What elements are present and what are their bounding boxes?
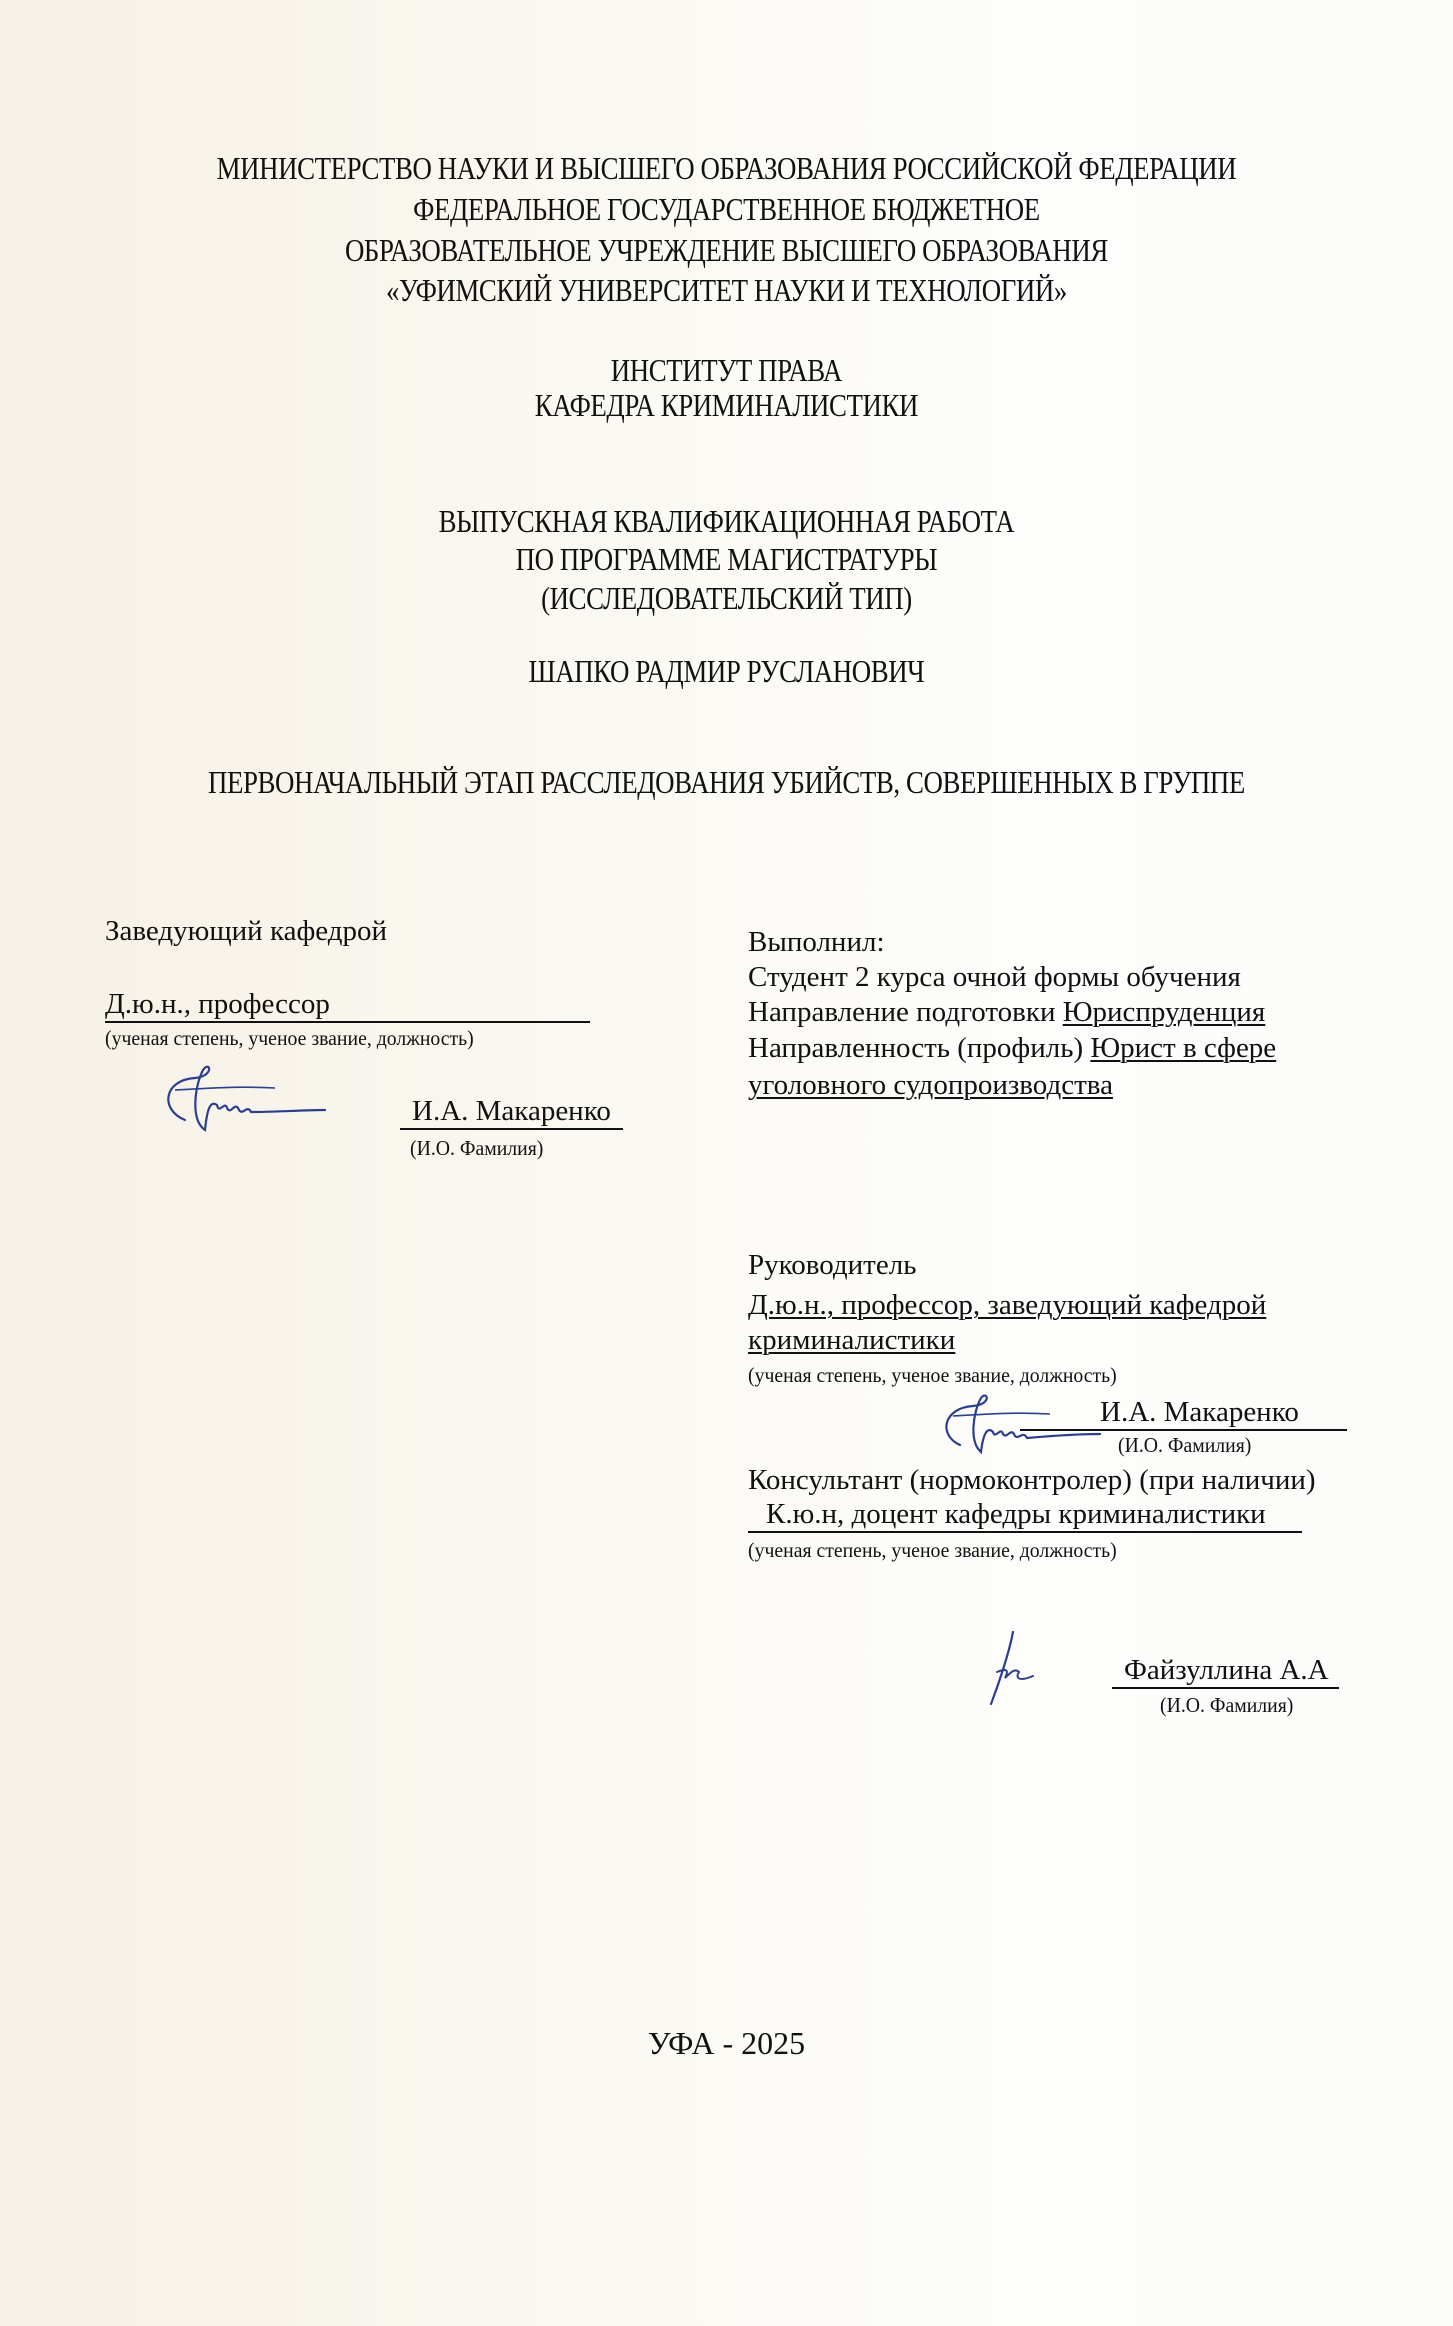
university-name: «УФИМСКИЙ УНИВЕРСИТЕТ НАУКИ И ТЕХНОЛОГИЙ» — [385, 272, 1067, 308]
profile-label: Направленность (профиль) — [748, 1032, 1084, 1064]
institution-line-1: ФЕДЕРАЛЬНОЕ ГОСУДАРСТВЕННОЕ БЮДЖЕТНОЕ — [413, 191, 1040, 227]
profile-line-2 — [748, 1068, 1113, 1102]
consultant-name-line — [1112, 1653, 1339, 1689]
supervisor-name-caption: (И.О. Фамилия) — [1118, 1433, 1252, 1457]
ministry-name: МИНИСТЕРСТВО НАУКИ И ВЫСШЕГО ОБРАЗОВАНИЯ РОССИЙСКОЙ ФЕДЕРАЦИИ — [216, 150, 1237, 186]
supervisor-degree-line-1 — [748, 1288, 1266, 1322]
thesis-title: ПЕРВОНАЧАЛЬНЫЙ ЭТАП РАССЛЕДОВАНИЯ УБИЙСТВ, СОВЕРШЕННЫХ В ГРУППЕ — [207, 764, 1245, 800]
city-year: УФА - 2025 — [647, 2025, 806, 2061]
direction-label: Направление подготовки — [748, 996, 1056, 1028]
supervisor-name-line — [1020, 1395, 1347, 1431]
head-of-department-label: Заведующий кафедрой — [105, 915, 388, 947]
consultant-label: Консультант (нормоконтролер) (при наличии) — [748, 1464, 1316, 1496]
head-of-department-degree-caption: (ученая степень, ученое звание, должность) — [105, 1026, 474, 1050]
work-type-line-1: ВЫПУСКНАЯ КВАЛИФИКАЦИОННАЯ РАБОТА — [438, 503, 1015, 539]
consultant-degree: К.ю.н, доцент кафедры криминалистики — [748, 1497, 1302, 1533]
supervisor-degree-line-2 — [748, 1323, 955, 1357]
head-of-department-name-caption: (И.О. Фамилия) — [410, 1136, 544, 1160]
head-of-department-name-line — [400, 1094, 623, 1130]
head-of-department-signature — [155, 1060, 335, 1140]
supervisor-label: Руководитель — [748, 1249, 917, 1281]
consultant-signature — [985, 1628, 1055, 1708]
institute-name: ИНСТИТУТ ПРАВА — [610, 352, 843, 388]
profile-line — [748, 1031, 1276, 1065]
institution-line-2: ОБРАЗОВАТЕЛЬНОЕ УЧРЕЖДЕНИЕ ВЫСШЕГО ОБРАЗОВАНИЯ — [344, 232, 1108, 268]
direction-value: Юриспруденция — [1062, 996, 1266, 1028]
consultant-name: Файзуллина А.А — [1112, 1653, 1339, 1689]
direction-line — [748, 995, 1265, 1029]
supervisor-degree-caption: (ученая степень, ученое звание, должность) — [748, 1363, 1117, 1387]
profile-value-line-2: уголовного судопроизводства — [748, 1069, 1113, 1101]
consultant-degree-caption: (ученая степень, ученое звание, должность) — [748, 1538, 1117, 1562]
student-info: Студент 2 курса очной формы обучения — [748, 961, 1241, 993]
supervisor-name: И.А. Макаренко — [1020, 1395, 1347, 1431]
author-name: ШАПКО РАДМИР РУСЛАНОВИЧ — [528, 653, 925, 689]
consultant-name-caption: (И.О. Фамилия) — [1160, 1693, 1294, 1717]
consultant-degree-line — [748, 1497, 1302, 1533]
head-of-department-degree — [105, 987, 590, 1023]
profile-value-line-1: Юрист в сфере — [1090, 1032, 1277, 1064]
supervisor-degree-text-2: криминалистики — [748, 1324, 956, 1356]
head-of-department-degree-text: Д.ю.н., профессор — [105, 987, 590, 1023]
work-type-line-2: ПО ПРОГРАММЕ МАГИСТРАТУРЫ — [515, 541, 938, 577]
performer-label: Выполнил: — [748, 926, 885, 958]
work-type-line-3: (ИССЛЕДОВАТЕЛЬСКИЙ ТИП) — [541, 580, 912, 616]
head-of-department-name: И.А. Макаренко — [400, 1094, 623, 1130]
department-name: КАФЕДРА КРИМИНАЛИСТИКИ — [534, 387, 919, 423]
supervisor-degree-text-1: Д.ю.н., профессор, заведующий кафедрой — [748, 1289, 1267, 1321]
